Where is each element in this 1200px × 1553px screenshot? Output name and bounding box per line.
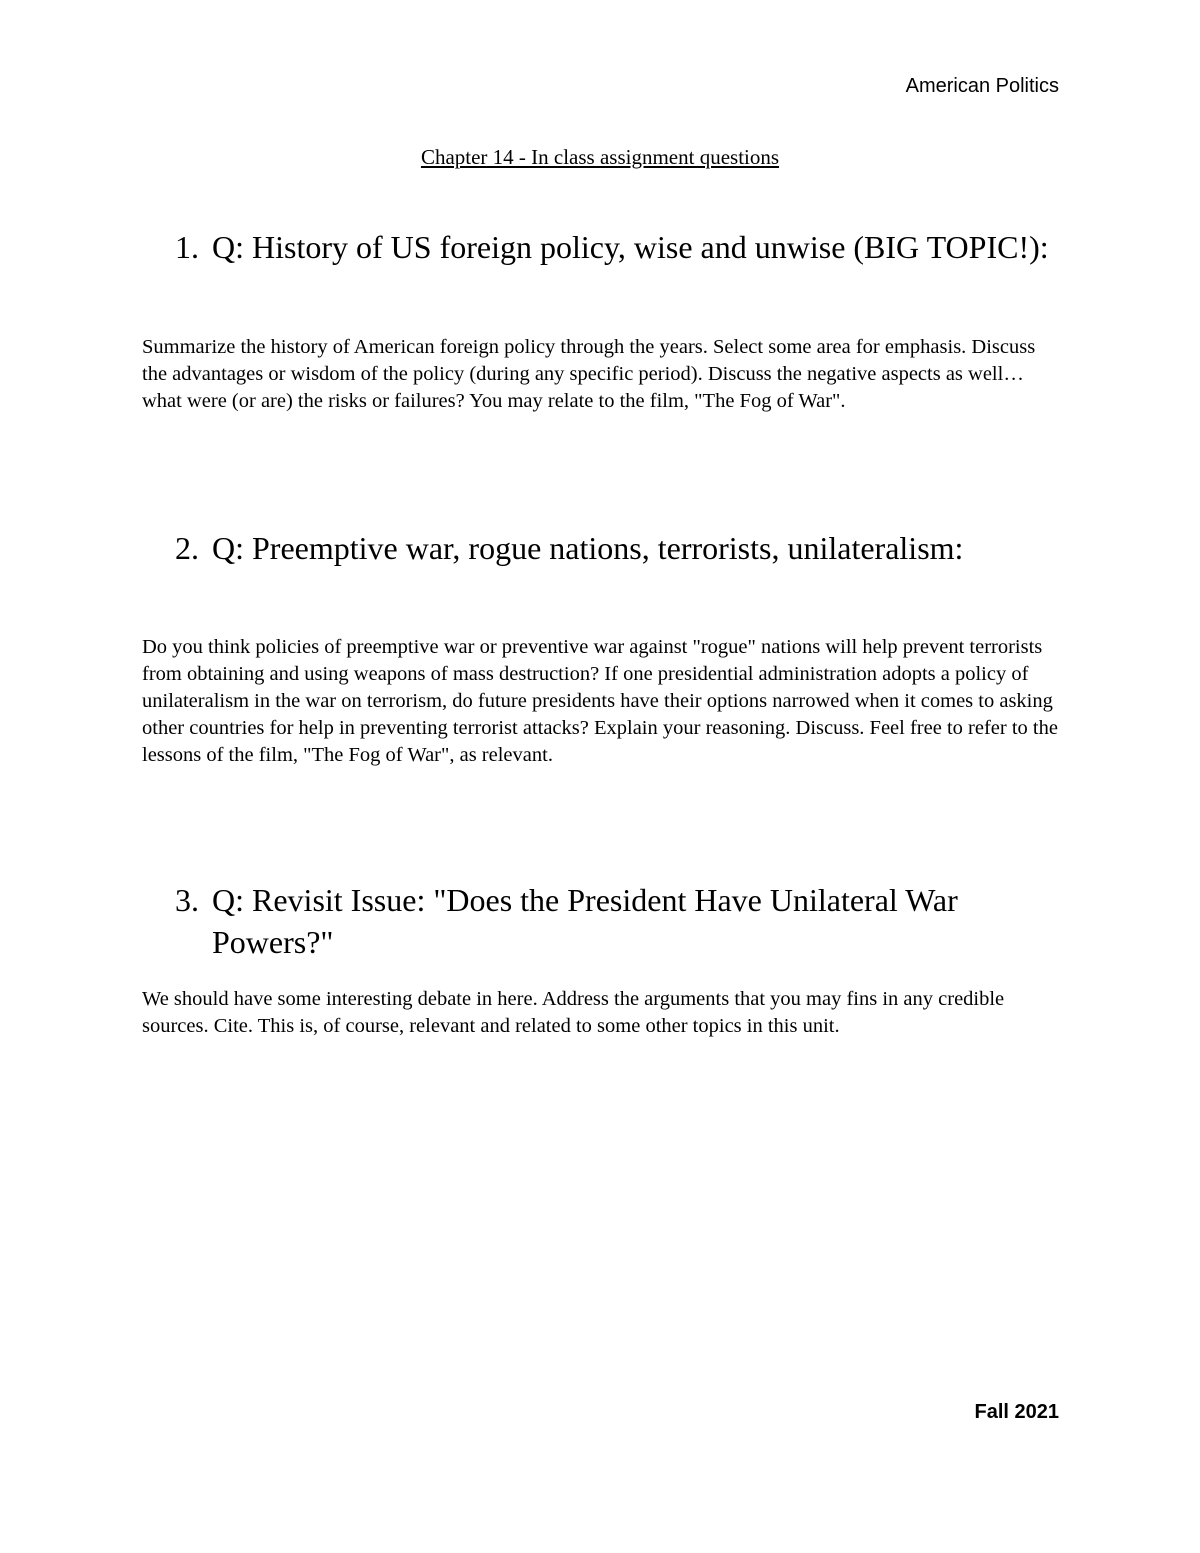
question-1 <box>142 226 1075 412</box>
term-footer: Fall 2021 <box>974 1401 1059 1423</box>
question-heading <box>175 879 1075 963</box>
question-body: Summarize the history of American foreign policy through the years. Select some area for emphasis. Discuss the advantages or wisdom of the policy (during any specific period). Discuss the negative aspects as well… what were (or are) the risks or failures? You may relate to the film, "The Fog of War". <box>142 336 1036 412</box>
question-heading <box>175 527 1075 569</box>
question-number: 1. <box>175 229 199 265</box>
question-title: Q: Revisit Issue: "Does the President Have Unilateral War Powers?" <box>212 882 958 960</box>
question-title: Q: History of US foreign policy, wise and unwise (BIG TOPIC!): <box>212 229 1049 265</box>
question-3 <box>142 879 1075 1037</box>
question-title: Q: Preemptive war, rogue nations, terrorists, unilateralism: <box>212 530 964 566</box>
question-number: 2. <box>175 530 199 566</box>
page-title <box>0 143 1200 171</box>
question-body: We should have some interesting debate in here. Address the arguments that you may fins in any credible sources. Cite. This is, of course, relevant and related to some other topics in this unit. <box>142 988 1005 1037</box>
course-header: American Politics <box>905 75 1059 97</box>
question-2 <box>142 527 1075 766</box>
page-title-text: Chapter 14 - In class assignment questions <box>420 145 780 169</box>
question-heading <box>175 226 1075 268</box>
question-body: Do you think policies of preemptive war or preventive war against "rogue" nations will help prevent terrorists from obtaining and using weapons of mass destruction? If one presidential administration adopts a policy of unilateralism in the war on terrorism, do future presidents have their options narrowed when it comes to asking other countries for help in preventing terrorist attacks? Explain your reasoning. Discuss. Feel free to refer to the lessons of the film, "The Fog of War", as relevant. <box>142 636 1058 766</box>
question-number: 3. <box>175 882 199 918</box>
